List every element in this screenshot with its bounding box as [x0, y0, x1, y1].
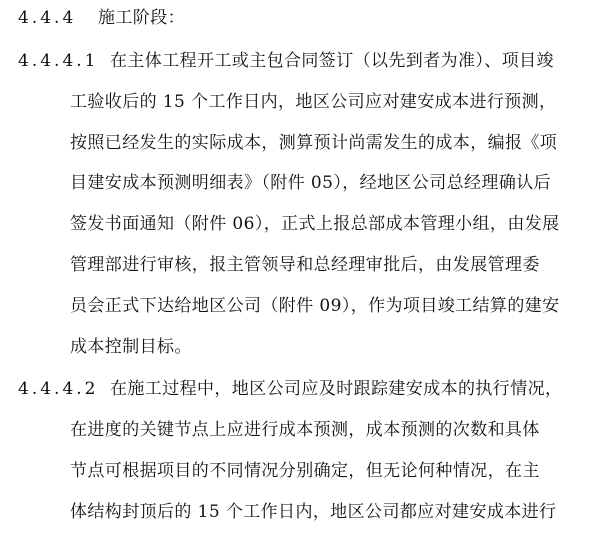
clause-line: 在进度的关键节点上应进行成本预测，成本预测的次数和具体 [70, 420, 540, 440]
clause-line: 目建安成本预测明细表》（附件 05），经地区公司总经理确认后 [70, 173, 552, 193]
clause-line: 员会正式下达给地区公司（附件 09），作为项目竣工结算的建安 [70, 296, 560, 316]
clause-line: 按照已经发生的实际成本，测算预计尚需发生的成本，编报《项 [70, 133, 558, 153]
clause-text: 在施工过程中，地区公司应及时跟踪建安成本的执行情况， [110, 379, 563, 399]
clause-number: 4.4.4.2 [18, 379, 99, 399]
section-title: 施工阶段： [98, 8, 185, 28]
clause-line: 工验收后的 15 个工作日内，地区公司应对建安成本进行预测， [70, 92, 557, 112]
clause-line: 管理部进行审核，报主管领导和总经理审批后，由发展管理委 [70, 255, 540, 275]
clause-line: 签发书面通知（附件 06），正式上报总部成本管理小组，由发展 [70, 214, 560, 234]
clause-line: 节点可根据项目的不同情况分别确定，但无论何种情况，在主 [70, 461, 540, 481]
clause-text: 在主体工程开工或主包合同签订（以先到者为准）、项目竣 [110, 51, 554, 71]
clause-number: 4.4.4.1 [18, 51, 99, 71]
section-number: 4.4.4 [18, 8, 77, 28]
clause-line: 体结构封顶后的 15 个工作日内，地区公司都应对建安成本进行 [70, 502, 557, 522]
clause-line: 成本控制目标。 [70, 337, 192, 357]
